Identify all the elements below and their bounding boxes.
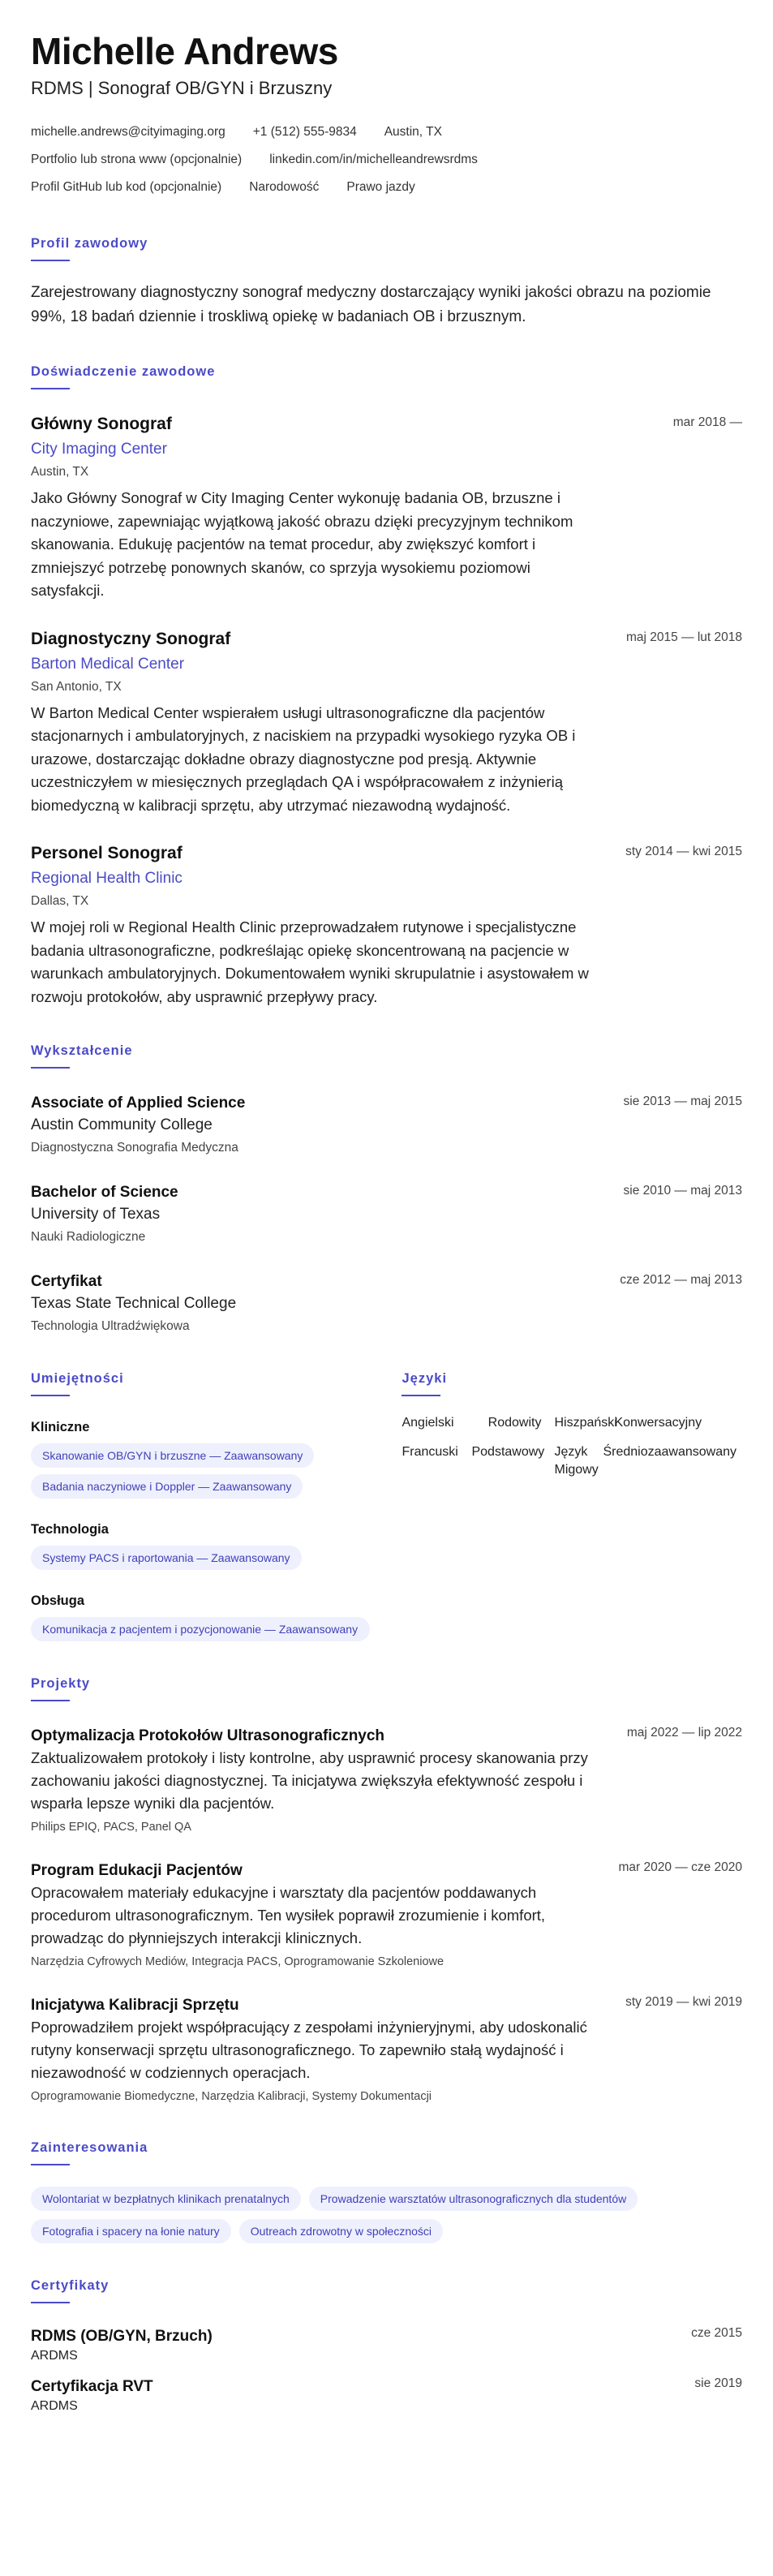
project-entry [31,1860,742,1971]
education-degree: Certyfikat [31,1273,102,1290]
education-school: Texas State Technical College [31,1295,237,1312]
job-location: Dallas, TX [31,894,89,908]
section-title: Doświadczenie zawodowe [31,364,216,379]
languages-section [402,1369,742,1641]
skill-chip: Systemy PACS i raportowania — Zaawansowany [31,1546,302,1570]
certifications-section [31,2276,742,2415]
section-divider [31,1395,70,1396]
education-entry [31,1093,742,1158]
skill-group [31,1591,402,1641]
job-location: Austin, TX [31,465,89,479]
interests-section [31,2138,742,2243]
job-company: Barton Medical Center [31,655,185,673]
skill-chip: Skanowanie OB/GYN i brzuszne — Zaawansowany [31,1443,314,1468]
job-company: Regional Health Clinic [31,870,183,887]
skills-section [31,1369,402,1641]
job-description: Jako Główny Sonograf w City Imaging Center wykonuję badania OB, brzuszne i naczyniowe, zapewniając wyjątkową jakość obrazu dzięki precyzyjnym technikom skanowania. Edukuję pacjentów na temat procedur, aby zwiększyć komfort i zmniejszyć potrzebę ponownych skanów, co sprzyja wysokiemu poziomowi satysfakcji. [31,489,573,599]
education-field: Nauki Radiologiczne [31,1230,146,1244]
phone-number[interactable]: +1 (512) 555-9834 [252,125,357,139]
certification-issuer: ARDMS [31,2399,78,2413]
job-entry [31,627,742,818]
section-divider [31,1700,70,1701]
section-divider [31,2302,70,2303]
job-title: Personel Sonograf [31,844,183,862]
section-divider [31,1067,70,1069]
linkedin-link[interactable]: linkedin.com/in/michelleandrewsrdms [269,153,478,166]
profile-summary: Zarejestrowany diagnostyczny sonograf medyczny dostarczający wyniki jakości obrazu na poziomie 99%, 18 badań dziennie i troskliwą opiekę w badaniach OB i brzusznym. [31,284,711,325]
interest-chip: Wolontariat w bezpłatnych klinikach prenatalnych [31,2187,301,2211]
education-school: Austin Community College [31,1116,213,1133]
candidate-name: Michelle Andrews [31,30,338,72]
project-description: Poprowadziłem projekt współpracujący z zespołami inżynieryjnymi, aby udoskonalić rutyny konserwacji sprzętu ultrasonograficznego. To zapewniło stałą wydajność i niezawodność w codziennych operacjach. [31,2019,587,2081]
interest-chip: Fotografia i spacery na łonie natury [31,2219,231,2243]
certification-name: RDMS (OB/GYN, Brzuch) [31,2328,213,2345]
job-title: Diagnostyczny Sonograf [31,629,231,648]
project-date: mar 2020 — cze 2020 [618,1860,742,1874]
languages-list [402,1414,742,1479]
language-level: Rodowity [487,1416,542,1430]
language-name: Hiszpański [554,1416,617,1430]
language-level: Średniozaawansowany [603,1445,737,1459]
skill-group-title: Kliniczne [31,1420,90,1434]
experience-section [31,362,742,1008]
skill-group [31,1417,402,1499]
section-title: Umiejętności [31,1371,124,1386]
education-field: Diagnostyczna Sonografia Medyczna [31,1141,238,1155]
project-title: Optymalizacja Protokołów Ultrasonograficznych [31,1727,385,1744]
section-title: Zainteresowania [31,2140,148,2155]
github-link[interactable]: Profil GitHub lub kod (opcjonalnie) [31,180,222,194]
section-divider [31,388,70,389]
job-date: maj 2015 — lut 2018 [625,630,742,644]
section-title: Profil zawodowy [31,236,148,251]
project-date: maj 2022 — lip 2022 [626,1726,742,1740]
skill-chips [31,1546,402,1570]
education-degree: Bachelor of Science [31,1184,178,1201]
contact-row [31,146,742,174]
certification-name: Certyfikacja RVT [31,2378,153,2395]
education-date: sie 2010 — maj 2013 [623,1184,742,1198]
project-tech: Oprogramowanie Biomedyczne, Narzędzia Kalibracji, Systemy Dokumentacji [31,2090,432,2103]
projects-section [31,1674,742,2105]
project-description: Zaktualizowałem protokoły i listy kontrolne, aby usprawnić procesy skanowania przy zachowaniu jakości diagnostycznej. Ta inicjatywa zwiększyła efektywność zespołu i wsparła lepsze wyniki dla pacjentów. [31,1749,588,1812]
section-title: Języki [402,1371,448,1386]
skill-group [31,1520,402,1570]
location: Austin, TX [384,125,442,139]
project-description: Opracowałem materiały edukacyjne i warsztaty dla pacjentów poddawanych procedurom ultrasonograficznym. Ten wysiłek poprawił zrozumienie i komfort, prowadząc do płynniejszych interakcji klinicznych. [31,1884,546,1946]
project-tech: Philips EPIQ, PACS, Panel QA [31,1821,191,1834]
section-title: Certyfikaty [31,2278,110,2293]
project-title: Program Edukacji Pacjentów [31,1862,243,1879]
skill-chip: Komunikacja z pacjentem i pozycjonowanie — Zaawansowany [31,1617,370,1641]
resume-header [31,29,742,201]
project-entry [31,1726,742,1836]
interest-chips [31,2187,696,2243]
job-date: sty 2014 — kwi 2015 [625,845,742,858]
section-divider [31,260,70,261]
project-entry [31,1995,742,2105]
job-description: W mojej roli w Regional Health Clinic przeprowadzałem rutynowe i specjalistyczne badania ultrasonograficzne, podkreślając opiekę skoncentrowaną na pacjencie w warunkach ambulatoryjnych. Dokumentowałem wyniki skrupulatnie i asystowałem w rozwoju protokołów, aby usprawnić przepływy pracy. [31,918,589,1005]
skill-chips [31,1443,402,1499]
education-entry [31,1182,742,1247]
job-description: W Barton Medical Center wspierałem usługi ultrasonograficzne dla pacjentów stacjonarnych i ambulatoryjnych, z naciskiem na przypadki wysokiego ryzyka OB i urazowe, dostarczając dokładne obrazy diagnostyczne pod presją. Aktywnie uczestniczyłem w miesięcznych przeglądach QA i współpracowałem z inżynierią biomedyczną w kalibracji sprzętu, aby utrzymać niezawodną wydajność. [31,703,576,814]
job-location: San Antonio, TX [31,679,122,694]
language-row [402,1443,742,1479]
project-title: Inicjatywa Kalibracji Sprzętu [31,1997,239,2014]
education-section [31,1041,742,1336]
driving-license: Prawo jazdy [346,180,415,194]
email-link[interactable]: michelle.andrews@cityimaging.org [31,125,225,139]
certification-entry [31,2326,742,2365]
skill-group-title: Obsługa [31,1593,85,1608]
education-field: Technologia Ultradźwiękowa [31,1319,190,1333]
education-degree: Associate of Applied Science [31,1094,246,1112]
section-divider [31,2164,70,2165]
education-school: University of Texas [31,1206,161,1223]
skill-chips [31,1617,402,1641]
section-title: Wykształcenie [31,1043,133,1058]
job-company: City Imaging Center [31,441,167,458]
certification-date: cze 2015 [691,2326,742,2340]
contact-info [31,118,742,201]
job-entry [31,412,742,603]
profile-section [31,234,742,329]
interest-chip: Prowadzenie warsztatów ultrasonograficznych dla studentów [309,2187,638,2211]
job-title: Główny Sonograf [31,415,172,433]
language-name: Język Migowy [554,1445,599,1477]
skill-chip: Badania naczyniowe i Doppler — Zaawansowany [31,1474,303,1499]
education-date: cze 2012 — maj 2013 [620,1273,742,1287]
interest-chip: Outreach zdrowotny w społeczności [239,2219,443,2243]
contact-row [31,174,742,201]
language-name: Francuski [402,1445,458,1459]
contact-row [31,118,742,146]
nationality: Narodowość [249,180,320,194]
language-name: Angielski [402,1416,454,1430]
language-level: Podstawowy [471,1445,545,1459]
education-date: sie 2013 — maj 2015 [623,1094,742,1108]
job-date: mar 2018 — [672,415,742,429]
certification-entry [31,2376,742,2415]
section-title: Projekty [31,1676,91,1691]
job-entry [31,841,742,1008]
section-divider [402,1395,440,1396]
candidate-subtitle: RDMS | Sonograf OB/GYN i Brzuszny [31,78,333,98]
project-date: sty 2019 — kwi 2019 [625,1995,742,2009]
language-level: Konwersacyjny [614,1416,702,1430]
skill-group-title: Technologia [31,1522,109,1537]
certification-date: sie 2019 [694,2376,742,2390]
skills-languages-row [31,1369,742,1641]
education-entry [31,1271,742,1336]
portfolio-link[interactable]: Portfolio lub strona www (opcjonalnie) [31,153,243,166]
certification-issuer: ARDMS [31,2349,78,2363]
project-tech: Narzędzia Cyfrowych Mediów, Integracja PACS, Oprogramowanie Szkoleniowe [31,1955,444,1968]
language-row [402,1414,742,1432]
